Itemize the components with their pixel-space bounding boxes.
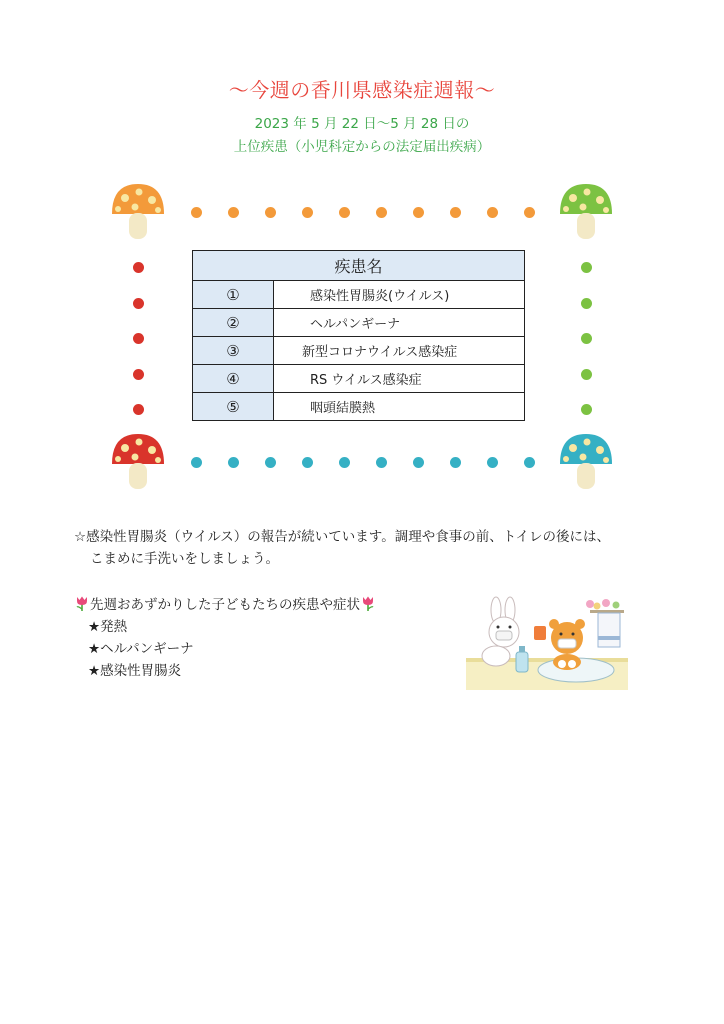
page-title: 〜今週の香川県感染症週報〜 [228,78,496,102]
recent-symptoms [74,594,376,682]
frame-dot-bottom [302,457,313,468]
frame-dot-bottom [487,457,498,468]
frame-dot-top [339,207,350,218]
disease-table [192,250,525,421]
rank-cell: ③ [193,337,274,365]
table-row [193,337,525,365]
frame-dot-bottom [413,457,424,468]
table-row [193,281,525,309]
frame-dot-left [133,333,144,344]
rank-cell: ⑤ [193,393,274,421]
disease-name-cell: 新型コロナウイルス感染症 [274,337,525,365]
disease-name-cell: ヘルパンギーナ [274,309,525,337]
report-scope: 上位疾患（小児科定からの法定届出疾病） [233,139,491,155]
frame-dot-left [133,262,144,273]
orange-mushroom-icon [108,180,168,242]
rank-cell: ② [193,309,274,337]
tulip-icon [74,595,90,611]
table-row [193,393,525,421]
frame-dot-right [581,333,592,344]
report-period: 2023 年 5 月 22 日〜5 月 28 日の [254,116,470,132]
handwashing-animals-illustration [466,596,628,690]
green-mushroom-icon [556,180,616,242]
disease-name-cell: 感染性胃腸炎(ウイルス) [274,281,525,309]
list-item: ★感染性胃腸炎 [88,663,182,679]
frame-dot-bottom [376,457,387,468]
red-mushroom-icon [108,430,168,492]
table-header: 疾患名 [193,251,525,281]
frame-dot-top [450,207,461,218]
frame-dot-top [524,207,535,218]
frame-dot-top [487,207,498,218]
teal-mushroom-icon [556,430,616,492]
notice [74,526,674,570]
notice-line-1: ☆感染性胃腸炎（ウイルス）の報告が続いています。調理や食事の前、トイレの後には、 [74,529,611,545]
list-item: ★ヘルパンギーナ [88,641,194,657]
notice-line-2: こまめに手洗いをしましょう。 [90,551,279,567]
rank-cell: ④ [193,365,274,393]
frame-dot-top [376,207,387,218]
table-row [193,309,525,337]
frame-dot-right [581,262,592,273]
frame-dot-right [581,404,592,415]
frame-dot-left [133,298,144,309]
recent-heading: 先週おあずかりした子どもたちの疾患や症状 [90,597,360,613]
frame-dot-left [133,404,144,415]
frame-dot-right [581,369,592,380]
frame-dot-top [413,207,424,218]
frame-dot-top [191,207,202,218]
frame-dot-bottom [450,457,461,468]
frame-dot-bottom [339,457,350,468]
rank-cell: ① [193,281,274,309]
frame-dot-bottom [524,457,535,468]
frame-dot-right [581,298,592,309]
disease-name-cell: RS ウイルス感染症 [274,365,525,393]
table-row [193,365,525,393]
frame-dot-left [133,369,144,380]
disease-name-cell: 咽頭結膜熱 [274,393,525,421]
recent-heading-line [74,594,376,616]
list-item: ★発熱 [88,619,128,635]
frame-dot-top [265,207,276,218]
frame-dot-top [302,207,313,218]
frame-dot-top [228,207,239,218]
frame-dot-bottom [265,457,276,468]
frame-dot-bottom [228,457,239,468]
tulip-icon [360,595,376,611]
frame-dot-bottom [191,457,202,468]
